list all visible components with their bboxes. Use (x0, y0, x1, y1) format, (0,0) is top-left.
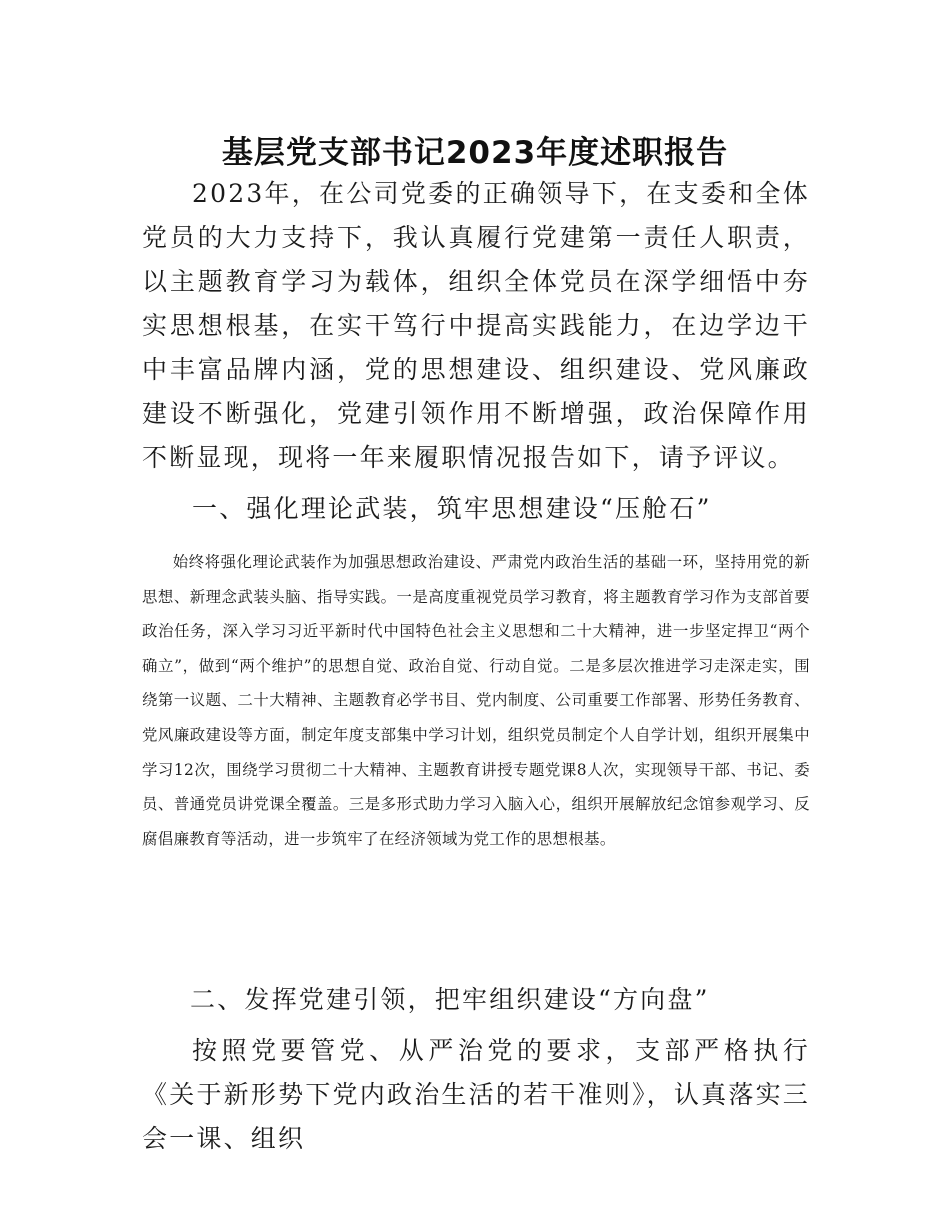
document-title: 基层党支部书记2023年度述职报告 (221, 134, 729, 171)
intro-paragraph: 2023年，在公司党委的正确领导下，在支委和全体党员的大力支持下，我认真履行党建第一责任人职责，以主题教育学习为载体，组织全体党员在深学细悟中夯实思想根基，在实干笃行中提高实践能力，在边学边干中丰富品牌内涵，党的思想建设、组织建设、党风廉政建设不断强化，党建引领作用不断增强，政治保障作用不断显现，现将一年来履职情况报告如下，请予评议。 (142, 179, 810, 472)
section-1-heading: 一、强化理论武装，筑牢思想建设“压舱石” (192, 494, 712, 523)
section-2-heading: 二、发挥党建引领，把牢组织建设“方向盘” (190, 985, 710, 1014)
section-1-paragraph: 始终将强化理论武装作为加强思想政治建设、严肃党内政治生活的基础一环，坚持用党的新思想、新理念武装头脑、指导实践。一是高度重视党员学习教育，将主题教育学习作为支部首要政治任务，深入学习习近平新时代中国特色社会主义思想和二十大精神，进一步坚定捍卫“两个确立”，做到“两个维护”的思想自觉、政治自觉、行动自觉。二是多层次推进学习走深走实，围绕第一议题、二十大精神、主题教育必学书目、党内制度、公司重要工作部署、形势任务教育、党风廉政建设等方面，制定年度支部集中学习计划，组织党员制定个人自学计划，组织开展集中学习12次，围绕学习贯彻二十大精神、主题教育讲授专题党课8人次，实现领导干部、书记、委员、普通党员讲党课全覆盖。三是多形式助力学习入脑入心，组织开展解放纪念馆参观学习、反腐倡廉教育等活动，进一步筑牢了在经济领域为党工作的思想根基。 (142, 553, 810, 848)
section-2-paragraph: 按照党要管党、从严治党的要求，支部严格执行《关于新形势下党内政治生活的若干准则》，认真落实三会一课、组织 (142, 1036, 810, 1153)
